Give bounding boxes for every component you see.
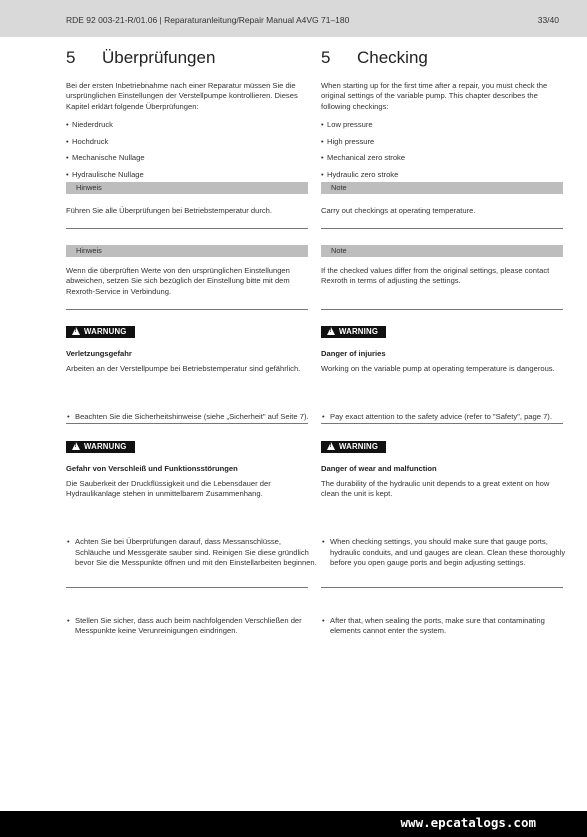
note-text: Wenn die überprüften Werte von den ursprünglichen Einstellungen abweichen, setzen Sie sich bezüglich der Einstellung bitte mit dem Rexroth-Service in Verbindung. <box>66 266 290 296</box>
warning-bullet: • When checking settings, you should make sure that gauge ports, hydraulic conduits, and und gauges are clean. Clean these thoroughly before you open gauge ports and begin adjusting settings. <box>322 537 566 568</box>
warning-bar <box>321 441 563 453</box>
warning-bar <box>66 326 308 338</box>
checking-list <box>66 121 145 187</box>
warning-bullet: • After that, when sealing the ports, make sure that contaminating elements cannot enter the system. <box>322 615 545 636</box>
list-item: • Mechanische Nullage <box>66 153 145 162</box>
note-text: If the checked values differ from the original settings, please contact Rexroth in terms of adjusting the settings. <box>321 266 550 286</box>
warning-bar <box>321 326 563 338</box>
chapter-number: 5 <box>321 48 331 67</box>
note-text: Führen Sie alle Überprüfungen bei Betriebstemperatur durch. <box>66 206 272 215</box>
warning-bullet: • Stellen Sie sicher, dass auch beim nachfolgenden Verschließen der Messpunkte keine Verunreinigungen eindringen. <box>67 615 302 636</box>
warning-text: Die Sauberkeit der Druckflüssigkeit und die Lebensdauer der Hydraulikanlage stehen in unmittelbarem Zusammenhang. <box>66 479 271 499</box>
chapter-title <box>321 48 563 70</box>
list-item: • Low pressure <box>321 120 373 129</box>
note-bar: Note <box>321 245 563 257</box>
english-column <box>321 48 566 636</box>
page-number: 33/40 <box>537 15 559 25</box>
divider <box>66 228 308 229</box>
divider <box>321 587 563 588</box>
divider <box>66 309 308 310</box>
footer-url[interactable]: www.epcatalogs.com <box>400 815 536 830</box>
divider <box>321 309 563 310</box>
warning-label: WARNING <box>339 327 379 336</box>
chapter-title <box>66 48 308 70</box>
warning-triangle-icon <box>72 327 80 335</box>
footer-bar <box>0 811 587 837</box>
divider <box>66 423 308 424</box>
intro-paragraph: Bei der ersten Inbetriebnahme nach einer Reparatur müssen Sie die ursprünglichen Einstellungen der Verstellpumpe kontrollieren. Dieses Kapitel erklärt folgende Überprüfungen: <box>66 81 298 111</box>
list-item: • Hydraulic zero stroke <box>321 169 399 179</box>
list-item: • Mechanical zero stroke <box>321 153 406 162</box>
divider <box>321 423 563 424</box>
checking-list <box>321 121 405 187</box>
note-bar: Note <box>321 182 563 194</box>
warning-bullet: • Achten Sie bei Überprüfungen darauf, dass Messanschlüsse, Schläuche und Messgeräte sauber sind. Reinigen Sie diese gründlich bevor Sie die Messpunkte öffnen und mit den Einstellarbeiten beginnen. <box>67 537 317 568</box>
chapter-title-text: Überprüfungen <box>102 48 216 67</box>
warning-text: The durability of the hydraulic unit depends to a great extent on how clean the unit is kept. <box>321 479 550 499</box>
list-item: • High pressure <box>321 136 375 146</box>
warning-text: Working on the variable pump at operating temperature is dangerous. <box>321 364 555 373</box>
warning-title: Danger of wear and malfunction <box>321 464 437 473</box>
chapter-title-text: Checking <box>357 48 428 67</box>
chapter-number: 5 <box>66 48 76 67</box>
warning-triangle-icon <box>327 442 335 450</box>
warning-bar <box>66 441 308 453</box>
list-item: • Niederdruck <box>66 120 113 129</box>
intro-paragraph: When starting up for the first time after a repair, you must check the original settings of the variable pump. This chapter describes the following checkings: <box>321 81 548 111</box>
warning-bullet: • Pay exact attention to the safety advice (refer to "Safety", page 7). <box>322 412 552 421</box>
warning-label: WARNING <box>339 442 379 451</box>
divider <box>321 228 563 229</box>
warning-text: Arbeiten an der Verstellpumpe bei Betriebstemperatur sind gefährlich. <box>66 364 301 373</box>
document-reference: RDE 92 003-21-R/01.06 | Reparaturanleitung/Repair Manual A4VG 71–180 <box>66 15 350 25</box>
warning-triangle-icon <box>72 442 80 450</box>
german-column <box>66 48 317 636</box>
warning-title: Verletzungsgefahr <box>66 349 132 358</box>
warning-bullet: • Beachten Sie die Sicherheitshinweise (siehe „Sicherheit" auf Seite 7). <box>67 412 309 421</box>
list-item: • Hochdruck <box>66 136 109 146</box>
warning-triangle-icon <box>327 327 335 335</box>
note-bar: Hinweis <box>66 245 308 257</box>
warning-title: Gefahr von Verschleiß und Funktionsstörungen <box>66 464 238 473</box>
note-text: Carry out checkings at operating temperature. <box>321 206 476 215</box>
page-header <box>0 0 587 37</box>
note-bar: Hinweis <box>66 182 308 194</box>
warning-label: WARNUNG <box>84 327 127 336</box>
warning-label: WARNUNG <box>84 442 127 451</box>
warning-title: Danger of injuries <box>321 349 386 358</box>
list-item: • Hydraulische Nullage <box>66 169 144 179</box>
divider <box>66 587 308 588</box>
